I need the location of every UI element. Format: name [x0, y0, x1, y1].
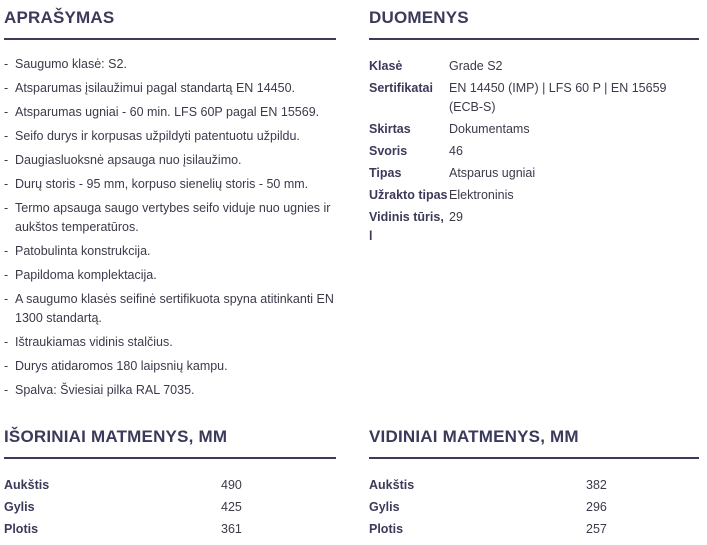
description-item: - Spalva: Šviesiai pilka RAL 7035.: [4, 383, 195, 397]
spec-row: [369, 164, 699, 183]
specs-divider: [369, 38, 699, 40]
inner-dims-divider: [369, 457, 699, 459]
description-item-text: Patobulinta konstrukcija.: [15, 244, 151, 258]
specs-title: DUOMENYS: [369, 8, 469, 27]
description-title: APRAŠYMAS: [4, 8, 115, 27]
spec-key: Užrakto tipas: [369, 188, 448, 202]
description-item-text: Durys atidaromos 180 laipsnių kampu.: [15, 359, 228, 373]
description-divider: [4, 38, 336, 40]
spec-row: [369, 120, 699, 139]
spec-value: 29: [449, 210, 463, 224]
description-item-text: Atsparumas įsilaužimui pagal standartą EN 14450.: [15, 81, 296, 95]
spec-key: Vidinis tūris, l: [369, 210, 444, 243]
spec-value: Grade S2: [449, 59, 503, 73]
description-item-text: Daugiasluoksnė apsauga nuo įsilaužimo.: [15, 153, 242, 167]
description-item-text: Papildoma komplektacija.: [15, 268, 157, 282]
spec-value: Atsparus ugniai: [449, 166, 536, 180]
dim-row: [369, 520, 699, 542]
outer-dims-title: IŠORINIAI MATMENYS, MM: [4, 427, 228, 446]
spec-key: Sertifikatai: [369, 81, 433, 95]
outer-dims-table: [4, 476, 334, 542]
spec-value: Dokumentams: [449, 122, 530, 136]
spec-row: [369, 57, 699, 76]
dim-value: 382: [586, 478, 607, 492]
description-item-text: Termo apsauga saugo vertybes seifo viduje nuo ugnies ir aukštos temperatūros.: [15, 201, 331, 234]
description-item: - Patobulinta konstrukcija.: [4, 244, 151, 258]
spec-row: [369, 186, 699, 205]
description-item-text: Saugumo klasė: S2.: [15, 57, 127, 71]
dim-key: Gylis: [4, 500, 35, 514]
spec-value: 46: [449, 144, 463, 158]
spec-row: [369, 142, 699, 161]
dim-key: Plotis: [369, 522, 404, 536]
description-item: - Durys atidaromos 180 laipsnių kampu.: [4, 359, 228, 373]
specs-table: [369, 57, 699, 249]
spec-value: EN 14450 (IMP) | LFS 60 P | EN 15659 (ECB-S): [449, 81, 667, 114]
description-item: - Ištraukiamas vidinis stalčius.: [4, 335, 173, 349]
description-item: - Durų storis - 95 mm, korpuso sienelių storis - 50 mm.: [4, 177, 309, 191]
spec-key: Klasė: [369, 59, 403, 73]
description-item-text: Spalva: Šviesiai pilka RAL 7035.: [15, 383, 195, 397]
dim-key: Gylis: [369, 500, 400, 514]
description-item: - Termo apsauga saugo vertybes seifo viduje nuo ugnies ir aukštos temperatūros.: [4, 201, 331, 234]
description-item-text: Durų storis - 95 mm, korpuso sienelių storis - 50 mm.: [15, 177, 309, 191]
spec-value: Elektroninis: [449, 188, 514, 202]
dim-value: 361: [221, 522, 242, 536]
dim-key: Aukštis: [4, 478, 50, 492]
dim-value: 425: [221, 500, 242, 514]
dim-key: Plotis: [4, 522, 39, 536]
dim-value: 296: [586, 500, 607, 514]
spec-key: Svoris: [369, 144, 408, 158]
description-item: - Daugiasluoksnė apsauga nuo įsilaužimo.: [4, 153, 242, 167]
spec-row: [369, 208, 699, 246]
description-item: - Atsparumas ugniai - 60 min. LFS 60P pagal EN 15569.: [4, 105, 320, 119]
description-item-text: Atsparumas ugniai - 60 min. LFS 60P pagal EN 15569.: [15, 105, 320, 119]
description-item-text: Seifo durys ir korpusas užpildyti patentuotu užpildu.: [15, 129, 300, 143]
description-item: - Papildoma komplektacija.: [4, 268, 157, 282]
description-item: - Atsparumas įsilaužimui pagal standartą EN 14450.: [4, 81, 296, 95]
dim-row: [369, 498, 699, 520]
inner-dims-table: [369, 476, 699, 542]
dim-value: 257: [586, 522, 607, 536]
dim-key: Aukštis: [369, 478, 415, 492]
description-item: - A saugumo klasės seifinė sertifikuota spyna atitinkanti EN 1300 standartą.: [4, 292, 334, 325]
description-item-text: Ištraukiamas vidinis stalčius.: [15, 335, 173, 349]
spec-key: Skirtas: [369, 122, 411, 136]
dim-row: [4, 498, 334, 520]
inner-dims-title: VIDINIAI MATMENYS, MM: [369, 427, 579, 446]
spec-row: [369, 79, 699, 117]
description-item: - Saugumo klasė: S2.: [4, 57, 127, 71]
dim-row: [4, 476, 334, 498]
spec-key: Tipas: [369, 166, 402, 180]
description-item: - Seifo durys ir korpusas užpildyti patentuotu užpildu.: [4, 129, 300, 143]
dim-row: [369, 476, 699, 498]
description-list: [4, 55, 336, 405]
dim-value: 490: [221, 478, 242, 492]
dim-row: [4, 520, 334, 542]
outer-dims-divider: [4, 457, 336, 459]
description-item-text: A saugumo klasės seifinė sertifikuota spyna atitinkanti EN 1300 standartą.: [15, 292, 334, 325]
